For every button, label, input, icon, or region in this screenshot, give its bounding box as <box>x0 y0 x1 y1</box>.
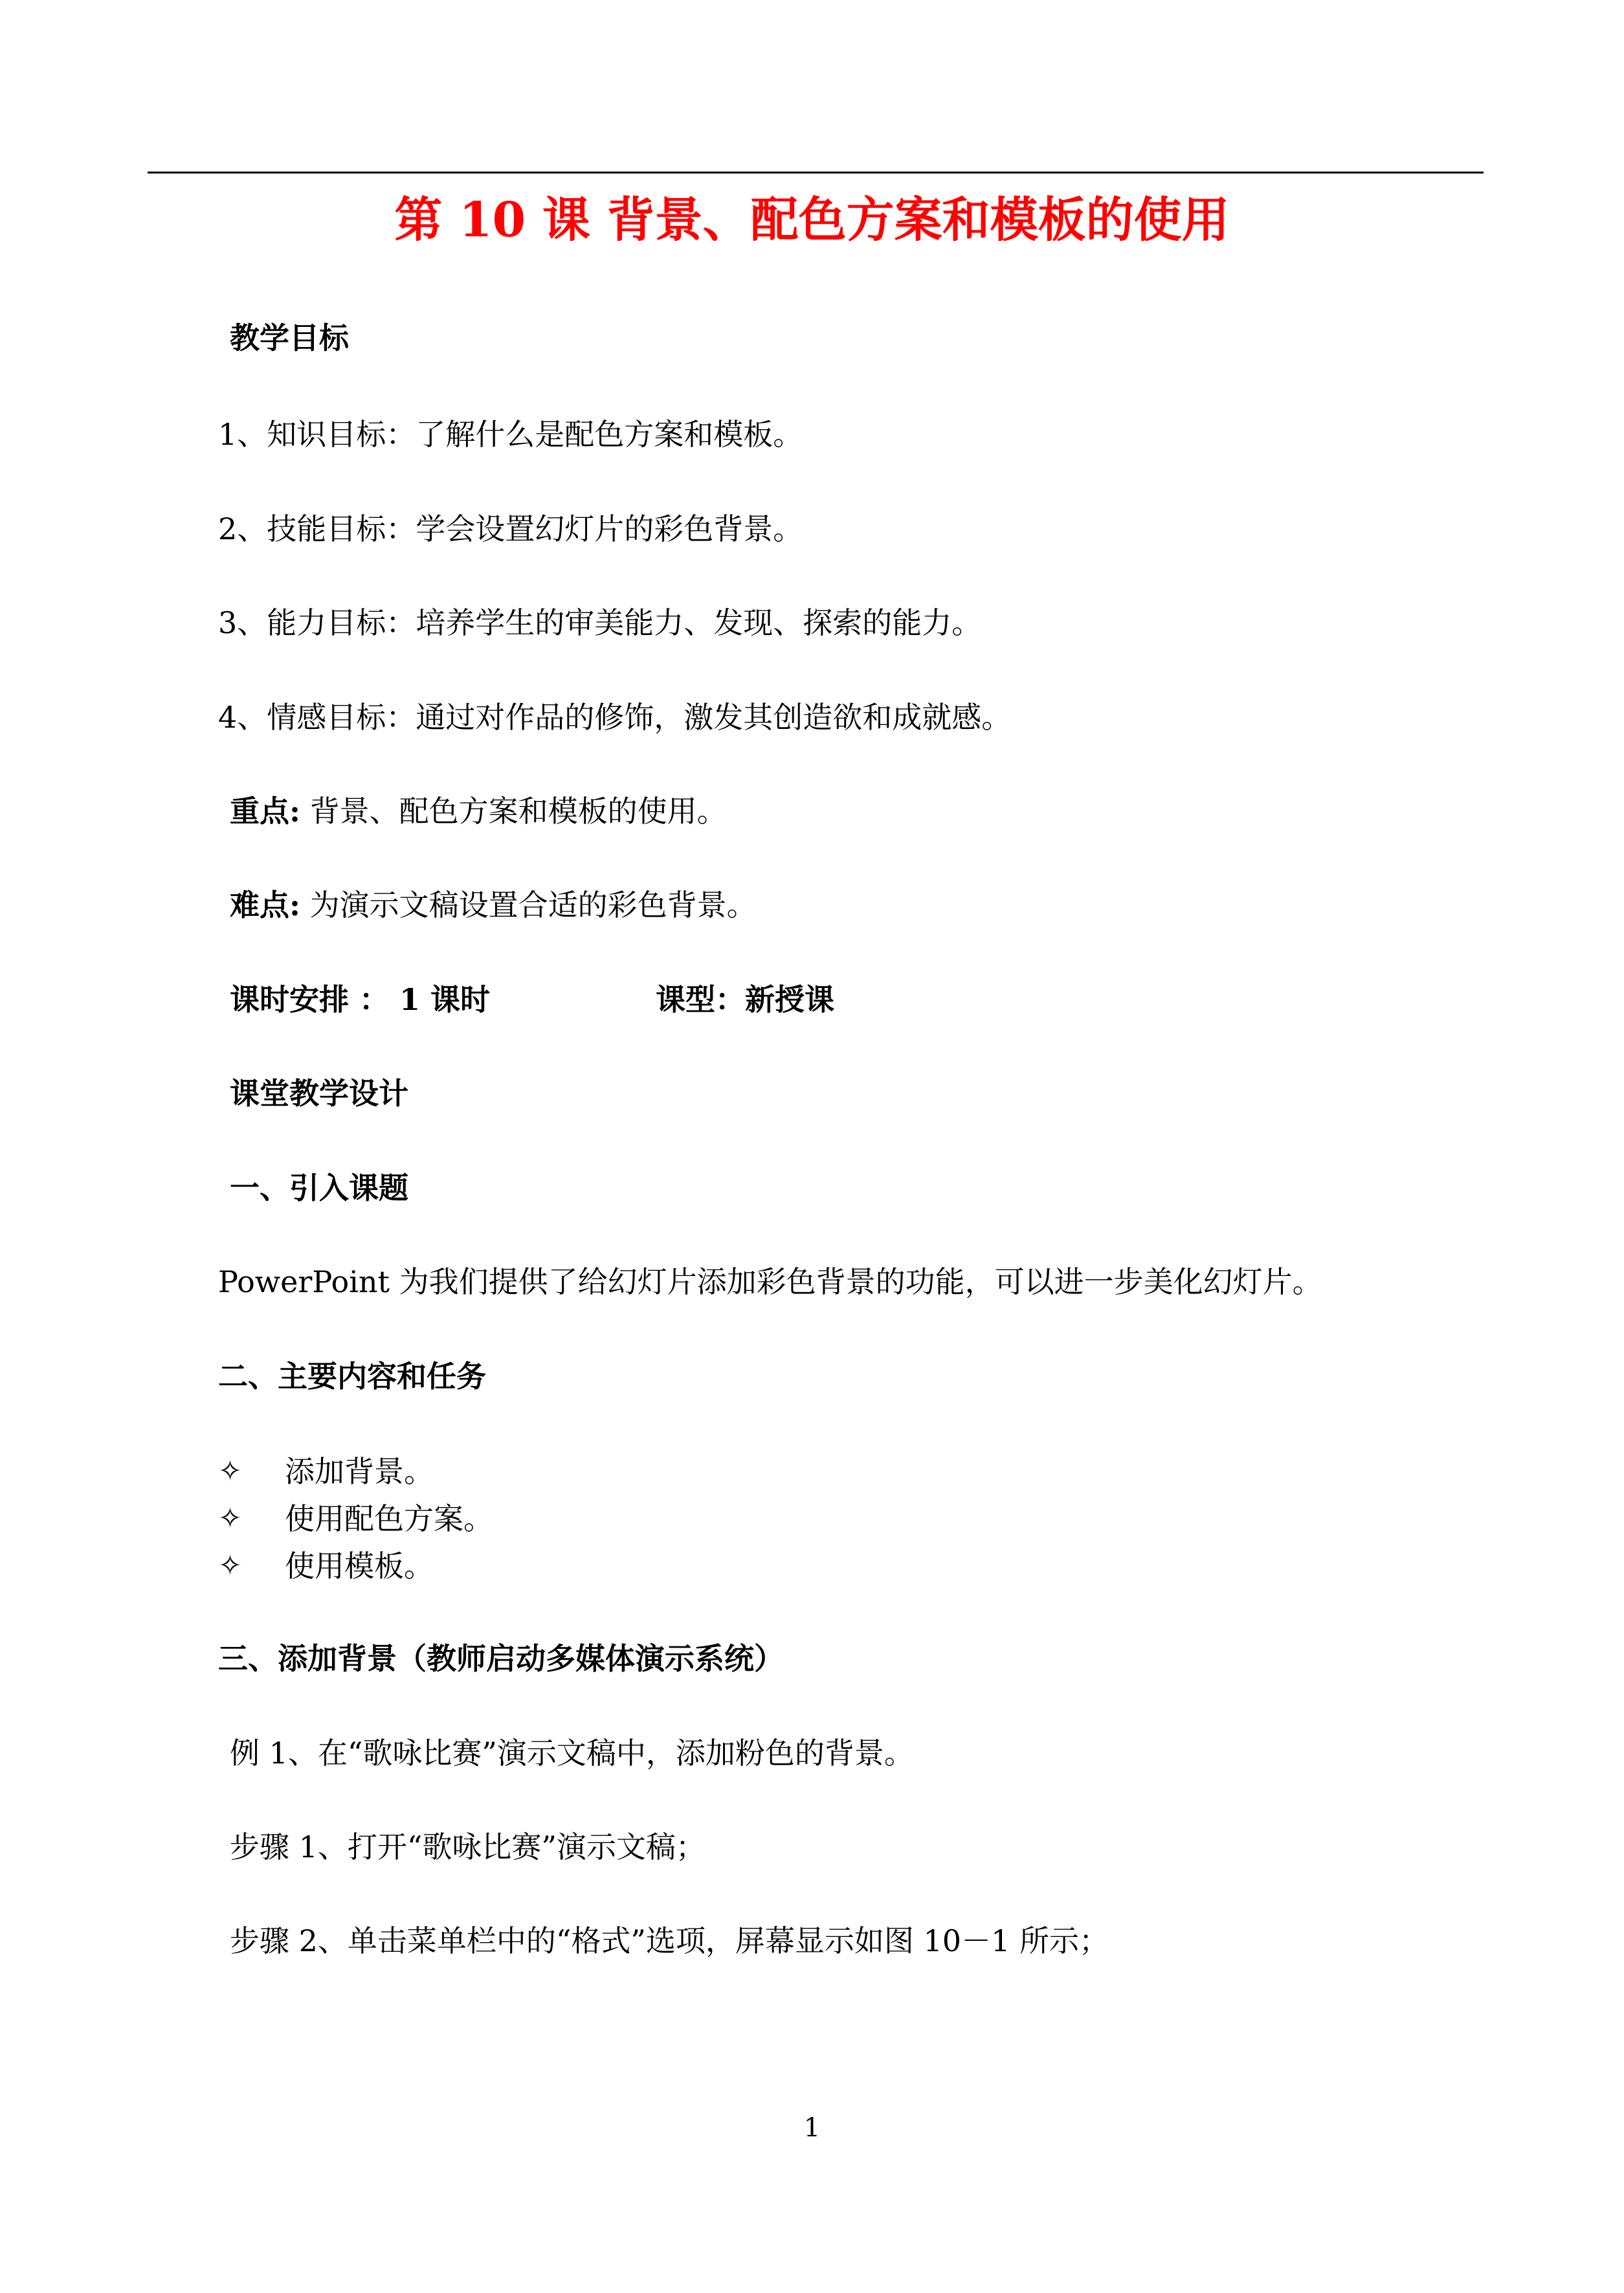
section-background-heading: 三、添加背景（教师启动多媒体演示系统） <box>218 1641 784 1676</box>
bullet-color-scheme: 使用配色方案。 <box>285 1501 493 1536</box>
objective-knowledge: 1、知识目标：了解什么是配色方案和模板。 <box>218 417 803 452</box>
bullet-star-icon: ✧ <box>218 1549 242 1582</box>
step-2: 步骤 2、单击菜单栏中的“格式”选项，屏幕显示如图 10－1 所示； <box>230 1923 1109 1958</box>
design-heading: 课堂教学设计 <box>230 1076 408 1111</box>
bullet-star-icon: ✧ <box>218 1502 242 1535</box>
section-intro-text: PowerPoint 为我们提供了给幻灯片添加彩色背景的功能，可以进一步美化幻灯片。 <box>218 1264 1322 1299</box>
header-rule <box>148 172 1484 173</box>
lesson-type: 课型：新授课 <box>656 982 834 1017</box>
objectives-heading: 教学目标 <box>230 320 349 355</box>
page-number: 1 <box>803 2113 821 2143</box>
example-1: 例 1、在“歌咏比赛”演示文稿中，添加粉色的背景。 <box>230 1736 914 1771</box>
class-schedule: 课时安排 ： 1 课时 <box>230 982 491 1017</box>
step-1: 步骤 1、打开“歌咏比赛”演示文稿； <box>230 1829 706 1864</box>
section-content-heading: 二、主要内容和任务 <box>218 1359 486 1394</box>
bullet-star-icon: ✧ <box>218 1455 242 1488</box>
key-point-label: 重点: <box>230 794 300 829</box>
key-point <box>230 792 727 831</box>
difficulty <box>230 886 757 924</box>
key-point-text: 背景、配色方案和模板的使用。 <box>309 794 727 829</box>
lesson-title: 第 10 课 背景、配色方案和模板的使用 <box>394 192 1230 248</box>
difficulty-text: 为演示文稿设置合适的彩色背景。 <box>309 888 757 923</box>
objective-skill: 2、技能目标：学会设置幻灯片的彩色背景。 <box>218 511 803 546</box>
bullet-template: 使用模板。 <box>285 1549 434 1583</box>
objective-ability: 3、能力目标：培养学生的审美能力、发现、探索的能力。 <box>218 605 982 640</box>
section-intro-heading: 一、引入课题 <box>230 1170 408 1205</box>
objective-emotion: 4、情感目标：通过对作品的修饰，激发其创造欲和成就感。 <box>218 700 1012 735</box>
bullet-add-background: 添加背景。 <box>285 1454 434 1489</box>
difficulty-label: 难点: <box>230 888 300 923</box>
